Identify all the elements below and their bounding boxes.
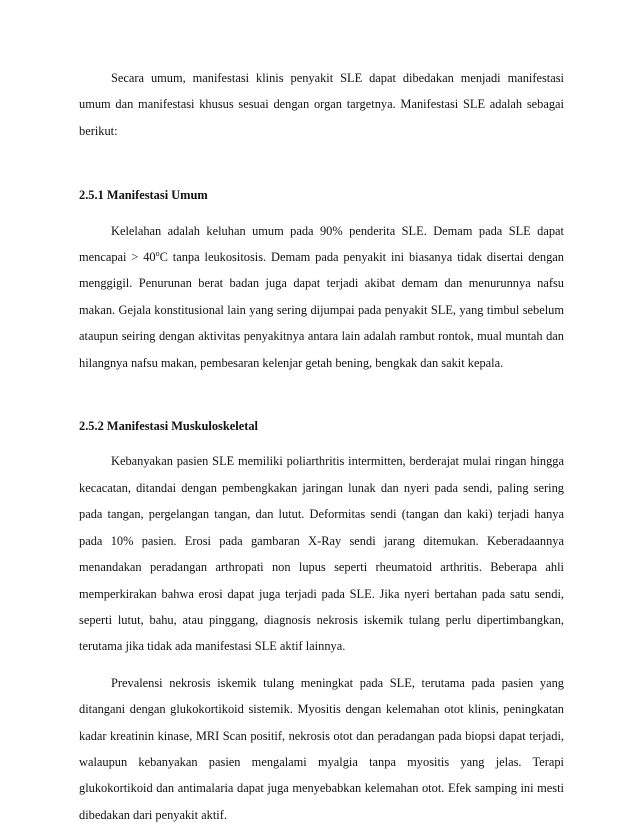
paragraph-text: Kelelahan adalah keluhan umum pada 90% penderita SLE. Demam pada SLE dapat mencapai > 40 xyxy=(79,223,564,265)
spacer xyxy=(79,144,564,182)
paragraph-text: C tanpa leukositosis. Demam pada penyakit ini biasanya tidak disertai dengan menggigil. Penurunan berat badan juga dapat terjadi akibat demam dan menurunnya nafsu makan. Gejala konstitusional lain yang sering dijumpai pada penyakit SLE, yang timbul sebelum ataupun seiring dengan aktivitas penyakitnya antara lain adalah rambut rontok, mual muntah dan hilangnya nafsu makan, pembesaran kelenjar getah bening, bengkak dan sakit kepala. xyxy=(79,250,565,370)
spacer xyxy=(79,439,564,448)
degree-superscript: o xyxy=(155,248,160,258)
section-heading-manifestasi-umum: 2.5.1 Manifestasi Umum xyxy=(79,188,208,203)
paragraph-muskuloskeletal-1: Kebanyakan pasien SLE memiliki poliarthritis intermitten, berderajat mulai ringan hingga kecacatan, ditandai dengan pembengkakan jaringan lunak dan nyeri pada sendi, paling sering pada tangan, pergelangan tangan, dan lutut. Deformitas sendi (tangan dan kaki) terjadi hanya pada 10% pasien. Erosi pada gambaran X-Ray sendi jarang ditemukan. Keberadaannya menandakan peradangan arthropati non lupus seperti rheumatoid arthritis. Beberapa ahli memperkirakan bahwa erosi dapat juga terjadi pada SLE. Jika nyeri bertahan pada satu sendi, seperti lutut, bahu, atau pinggang, diagnosis nekrosis iskemik tulang perlu dipertimbangkan, terutama jika tidak ada manifestasi SLE aktif lainnya. xyxy=(79,454,564,654)
section-heading-manifestasi-muskuloskeletal: 2.5.2 Manifestasi Muskuloskeletal xyxy=(79,419,258,434)
paragraph-manifestasi-umum xyxy=(79,218,564,376)
intro-paragraph: Secara umum, manifestasi klinis penyakit SLE dapat dibedakan menjadi manifestasi umum dan manifestasi khusus sesuai dengan organ targetnya. Manifestasi SLE adalah sebagai berikut: xyxy=(79,71,564,138)
spacer xyxy=(79,209,564,218)
document-body xyxy=(79,65,564,828)
spacer xyxy=(79,376,564,413)
paragraph-muskuloskeletal-2: Prevalensi nekrosis iskemik tulang meningkat pada SLE, terutama pada pasien yang ditangani dengan glukokortikoid sistemik. Myositis dengan kelemahan otot klinis, peningkatan kadar kreatinin kinase, MRI Scan positif, nekrosis otot dan peradangan pada biopsi dapat terjadi, walaupun kebanyakan pasien mengalami myalgia tanpa myositis yang jelas. Terapi glukokortikoid dan antimalaria dapat juga menyebabkan kelemahan otot. Efek samping ini mesti dibedakan dari penyakit aktif. xyxy=(79,675,564,822)
spacer xyxy=(79,660,564,670)
